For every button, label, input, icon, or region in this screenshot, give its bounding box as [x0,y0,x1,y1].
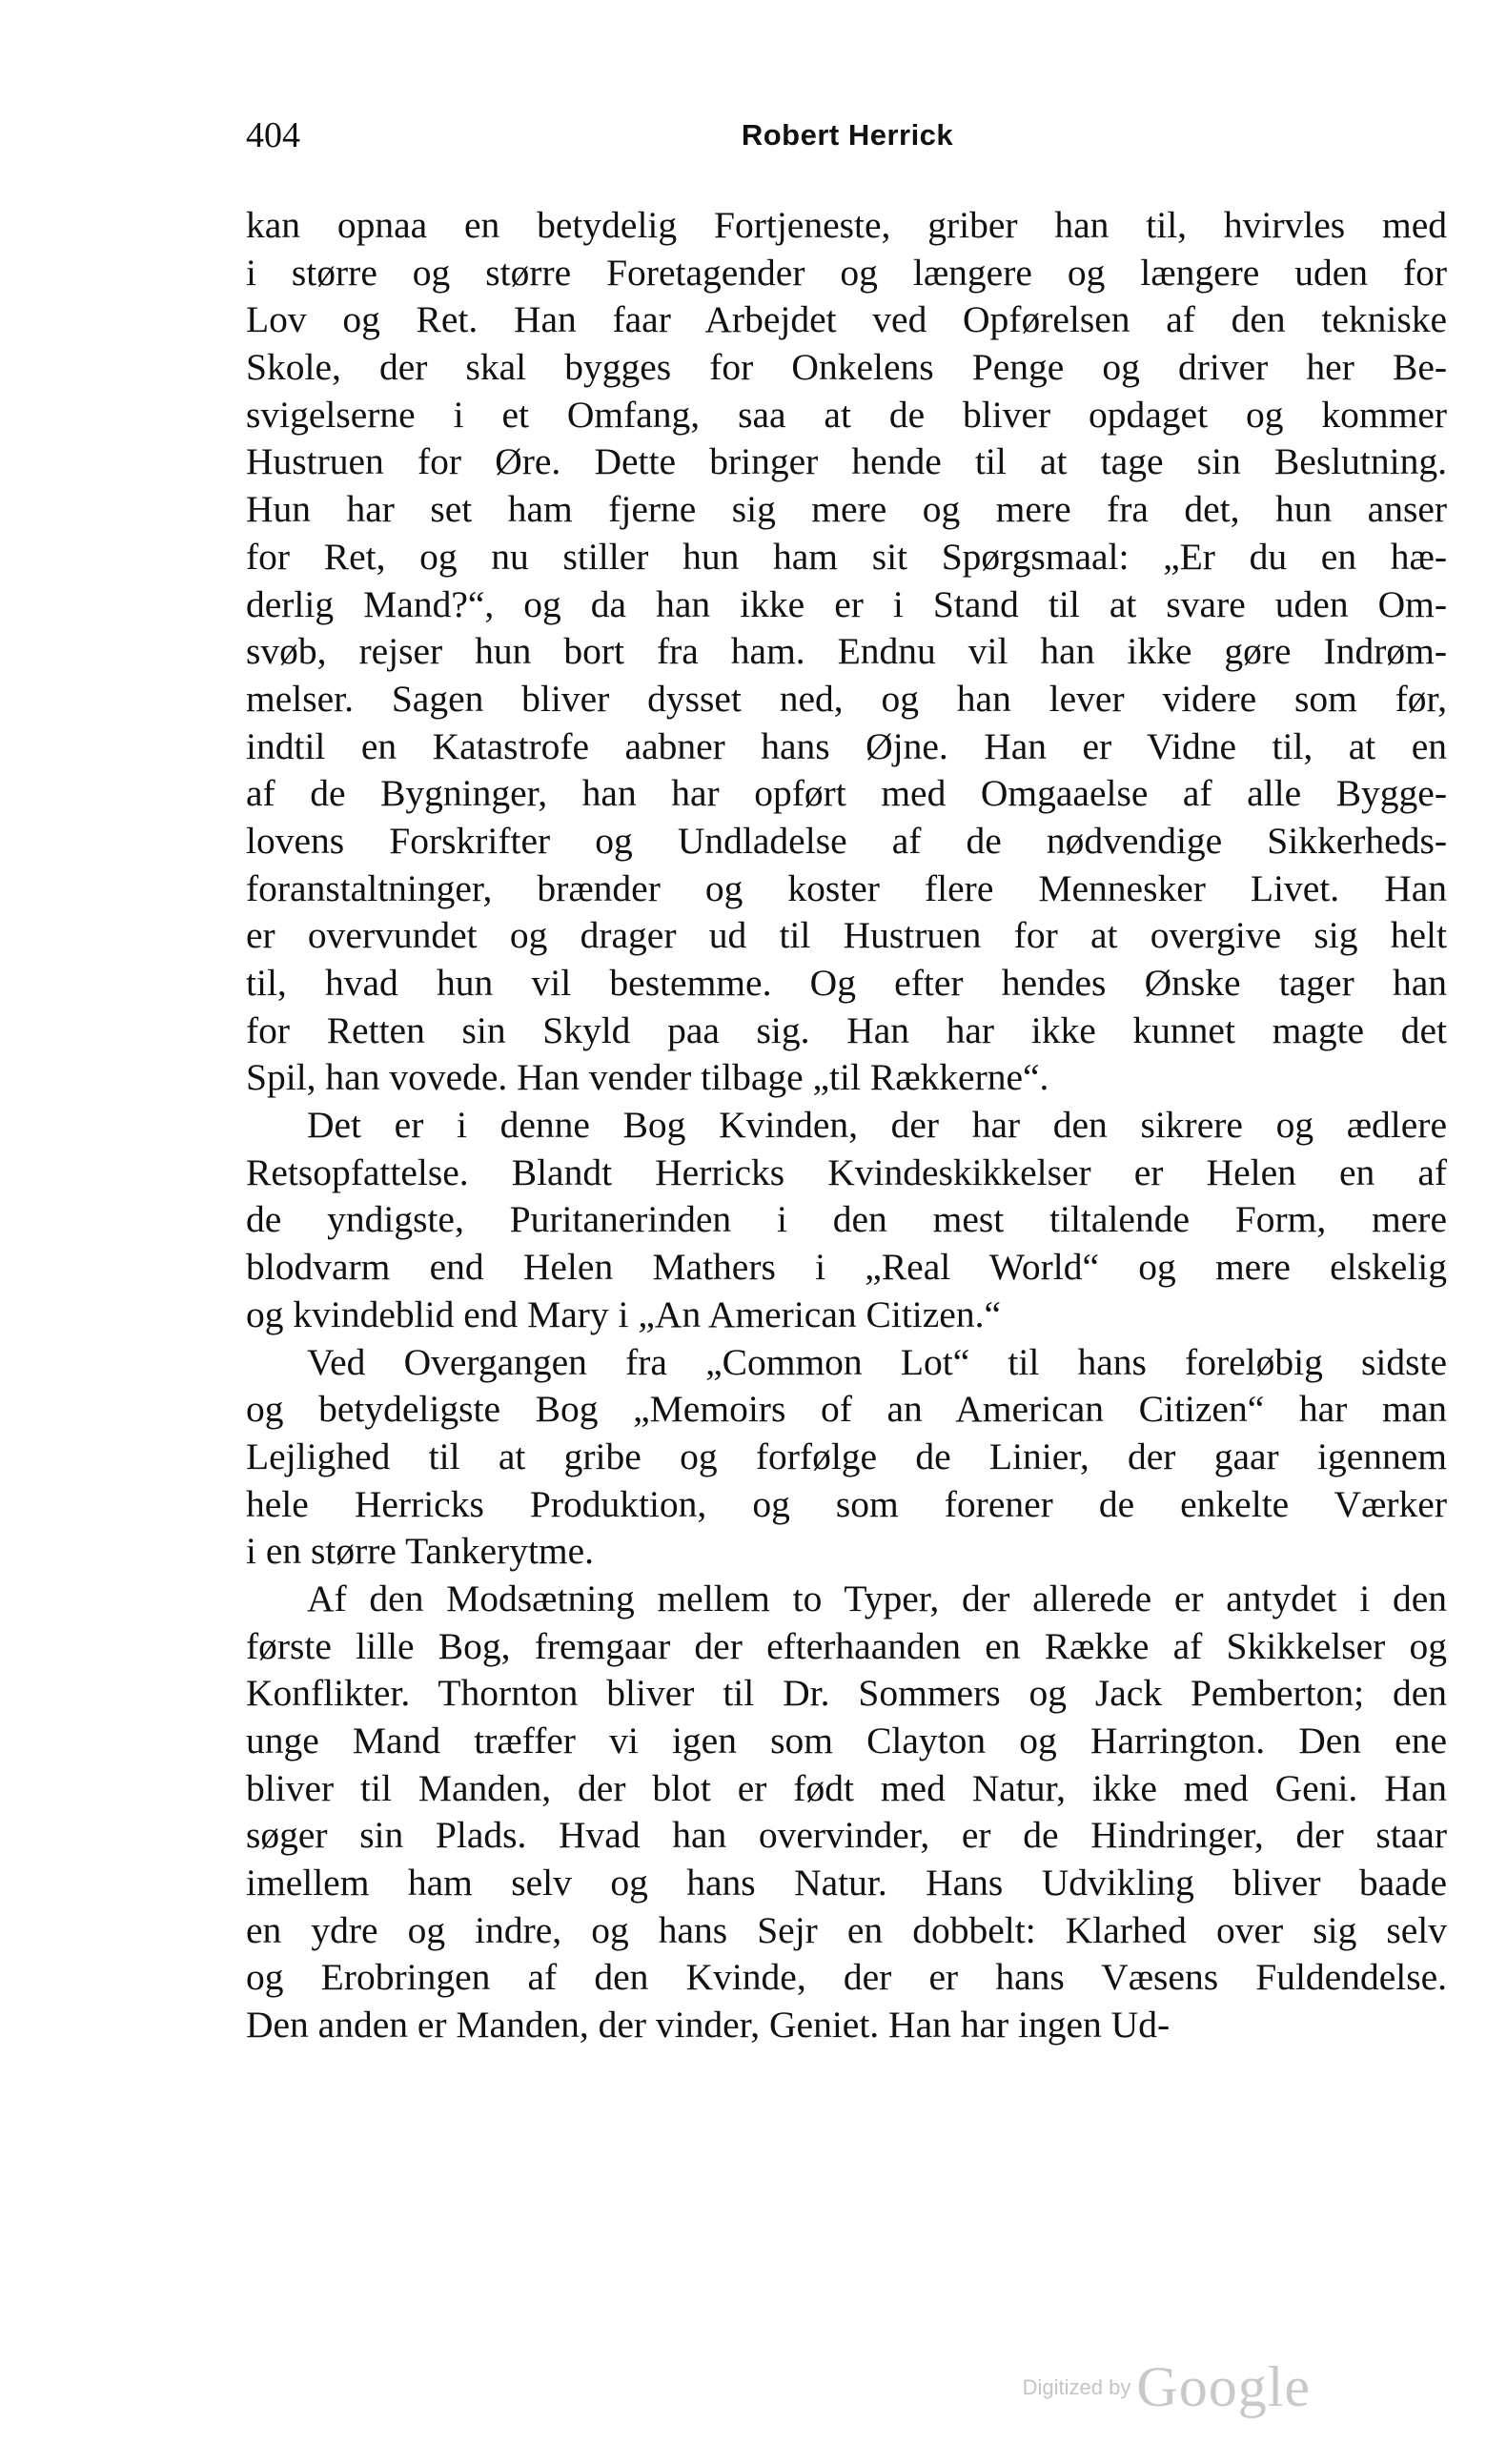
text-line: indtil en Katastrofe aabner hans Øjne. Han er Vidne til, at en [246,724,1447,767]
text-line: de yndigste, Puritanerinden i den mest tiltalende Form, mere [246,1198,1447,1241]
text-line: Ved Overgangen fra „Common Lot“ til hans foreløbig sidste [307,1340,1447,1383]
text-line: imellem ham selv og hans Natur. Hans Udvikling bliver baade [246,1862,1447,1904]
text-line: svøb, rejser hun bort fra ham. Endnu vil han ikke gøre Indrøm- [246,630,1447,673]
google-logo: Google [1136,2355,1311,2418]
page-header [246,107,1449,164]
text-line: hele Herricks Produktion, og som forener de enkelte Værker [246,1482,1447,1525]
text-line: søger sin Plads. Hvad han overvinder, er de Hindringer, der staar [246,1814,1447,1857]
text-line: og Erobringen af den Kvinde, der er hans Væsens Fuldendelse. [246,1956,1447,1999]
text-line: Spil, han vovede. Han vender tilbage „til Rækkerne“. [246,1056,1049,1099]
text-line: svigelserne i et Omfang, saa at de bliver opdaget og kommer [246,393,1447,436]
paragraph [246,1339,1447,1576]
text-line: og kvindeblid end Mary i „An American Citizen.“ [246,1293,1001,1335]
text-line: unge Mand træffer vi igen som Clayton og Harrington. Den ene [246,1720,1447,1761]
page-number: 404 [246,115,300,155]
text-line: Den anden er Manden, der vinder, Geniet. Han har ingen Ud- [246,2004,1171,2047]
text-line: Hustruen for Øre. Dette bringer hende til at tage sin Beslutning. [246,440,1447,483]
body-text [246,202,1447,2049]
text-line: Det er i denne Bog Kvinden, der har den sikrere og ædlere [307,1104,1447,1147]
text-line: Hun har set ham fjerne sig mere og mere fra det, hun anser [246,488,1447,531]
text-line: bliver til Manden, der blot er født med Natur, ikke med Geni. Han [246,1766,1447,1809]
text-line: foranstaltninger, brænder og koster flere Mennesker Livet. Han [246,866,1447,909]
text-line: i en større Tankerytme. [246,1530,595,1573]
text-line: er overvundet og drager ud til Hustruen for at overgive sig helt [246,914,1447,957]
text-line: og betydeligste Bog „Memoirs of an American Citizen“ har man [246,1388,1447,1431]
text-line: blodvarm end Helen Mathers i „Real World“ og mere elskelig [246,1246,1447,1289]
paragraph [246,1576,1447,2049]
text-line: i større og større Foretagender og længere og længere uden for [246,251,1447,294]
text-line: kan opnaa en betydelig Fortjeneste, griber han til, hvirvles med [246,204,1447,246]
digitized-by-label: Digitized by [1022,2374,1131,2399]
text-line: Lejlighed til at gribe og forfølge de Linier, der gaar igennem [246,1435,1447,1477]
text-line: lovens Forskrifter og Undladelse af de nødvendige Sikkerheds- [246,819,1447,862]
text-line: en ydre og indre, og hans Sejr en dobbelt: Klarhed over sig selv [246,1908,1447,1951]
text-line: melser. Sagen bliver dysset ned, og han lever videre som før, [246,677,1447,720]
text-line: af de Bygninger, han har opført med Omgaaelse af alle Bygge- [246,772,1447,815]
text-line: for Retten sin Skyld paa sig. Han har ikke kunnet magte det [246,1008,1447,1051]
text-line: Konflikter. Thornton bliver til Dr. Sommers og Jack Pemberton; den [246,1672,1447,1715]
text-line: Af den Modsætning mellem to Typer, der allerede er antydet i den [307,1577,1447,1619]
text-line: derlig Mand?“, og da han ikke er i Stand til at svare uden Om- [246,582,1447,625]
text-line: Lov og Ret. Han faar Arbejdet ved Opførelsen af den tekniske [246,298,1447,341]
paragraph [246,1102,1447,1338]
text-line: til, hvad hun vil bestemme. Og efter hendes Ønske tager han [246,962,1447,1004]
digitized-by-google-watermark [1023,2354,1311,2420]
paragraph [246,202,1447,1102]
text-line: første lille Bog, fremgaar der efterhaanden en Række af Skikkelser og [246,1624,1447,1667]
text-line: for Ret, og nu stiller hun ham sit Spørgsmaal: „Er du en hæ- [246,535,1447,578]
running-head: Robert Herrick [741,118,954,152]
text-line: Retsopfattelse. Blandt Herricks Kvindeskikkelser er Helen en af [246,1151,1447,1193]
text-line: Skole, der skal bygges for Onkelens Penge og driver her Be- [246,346,1447,389]
